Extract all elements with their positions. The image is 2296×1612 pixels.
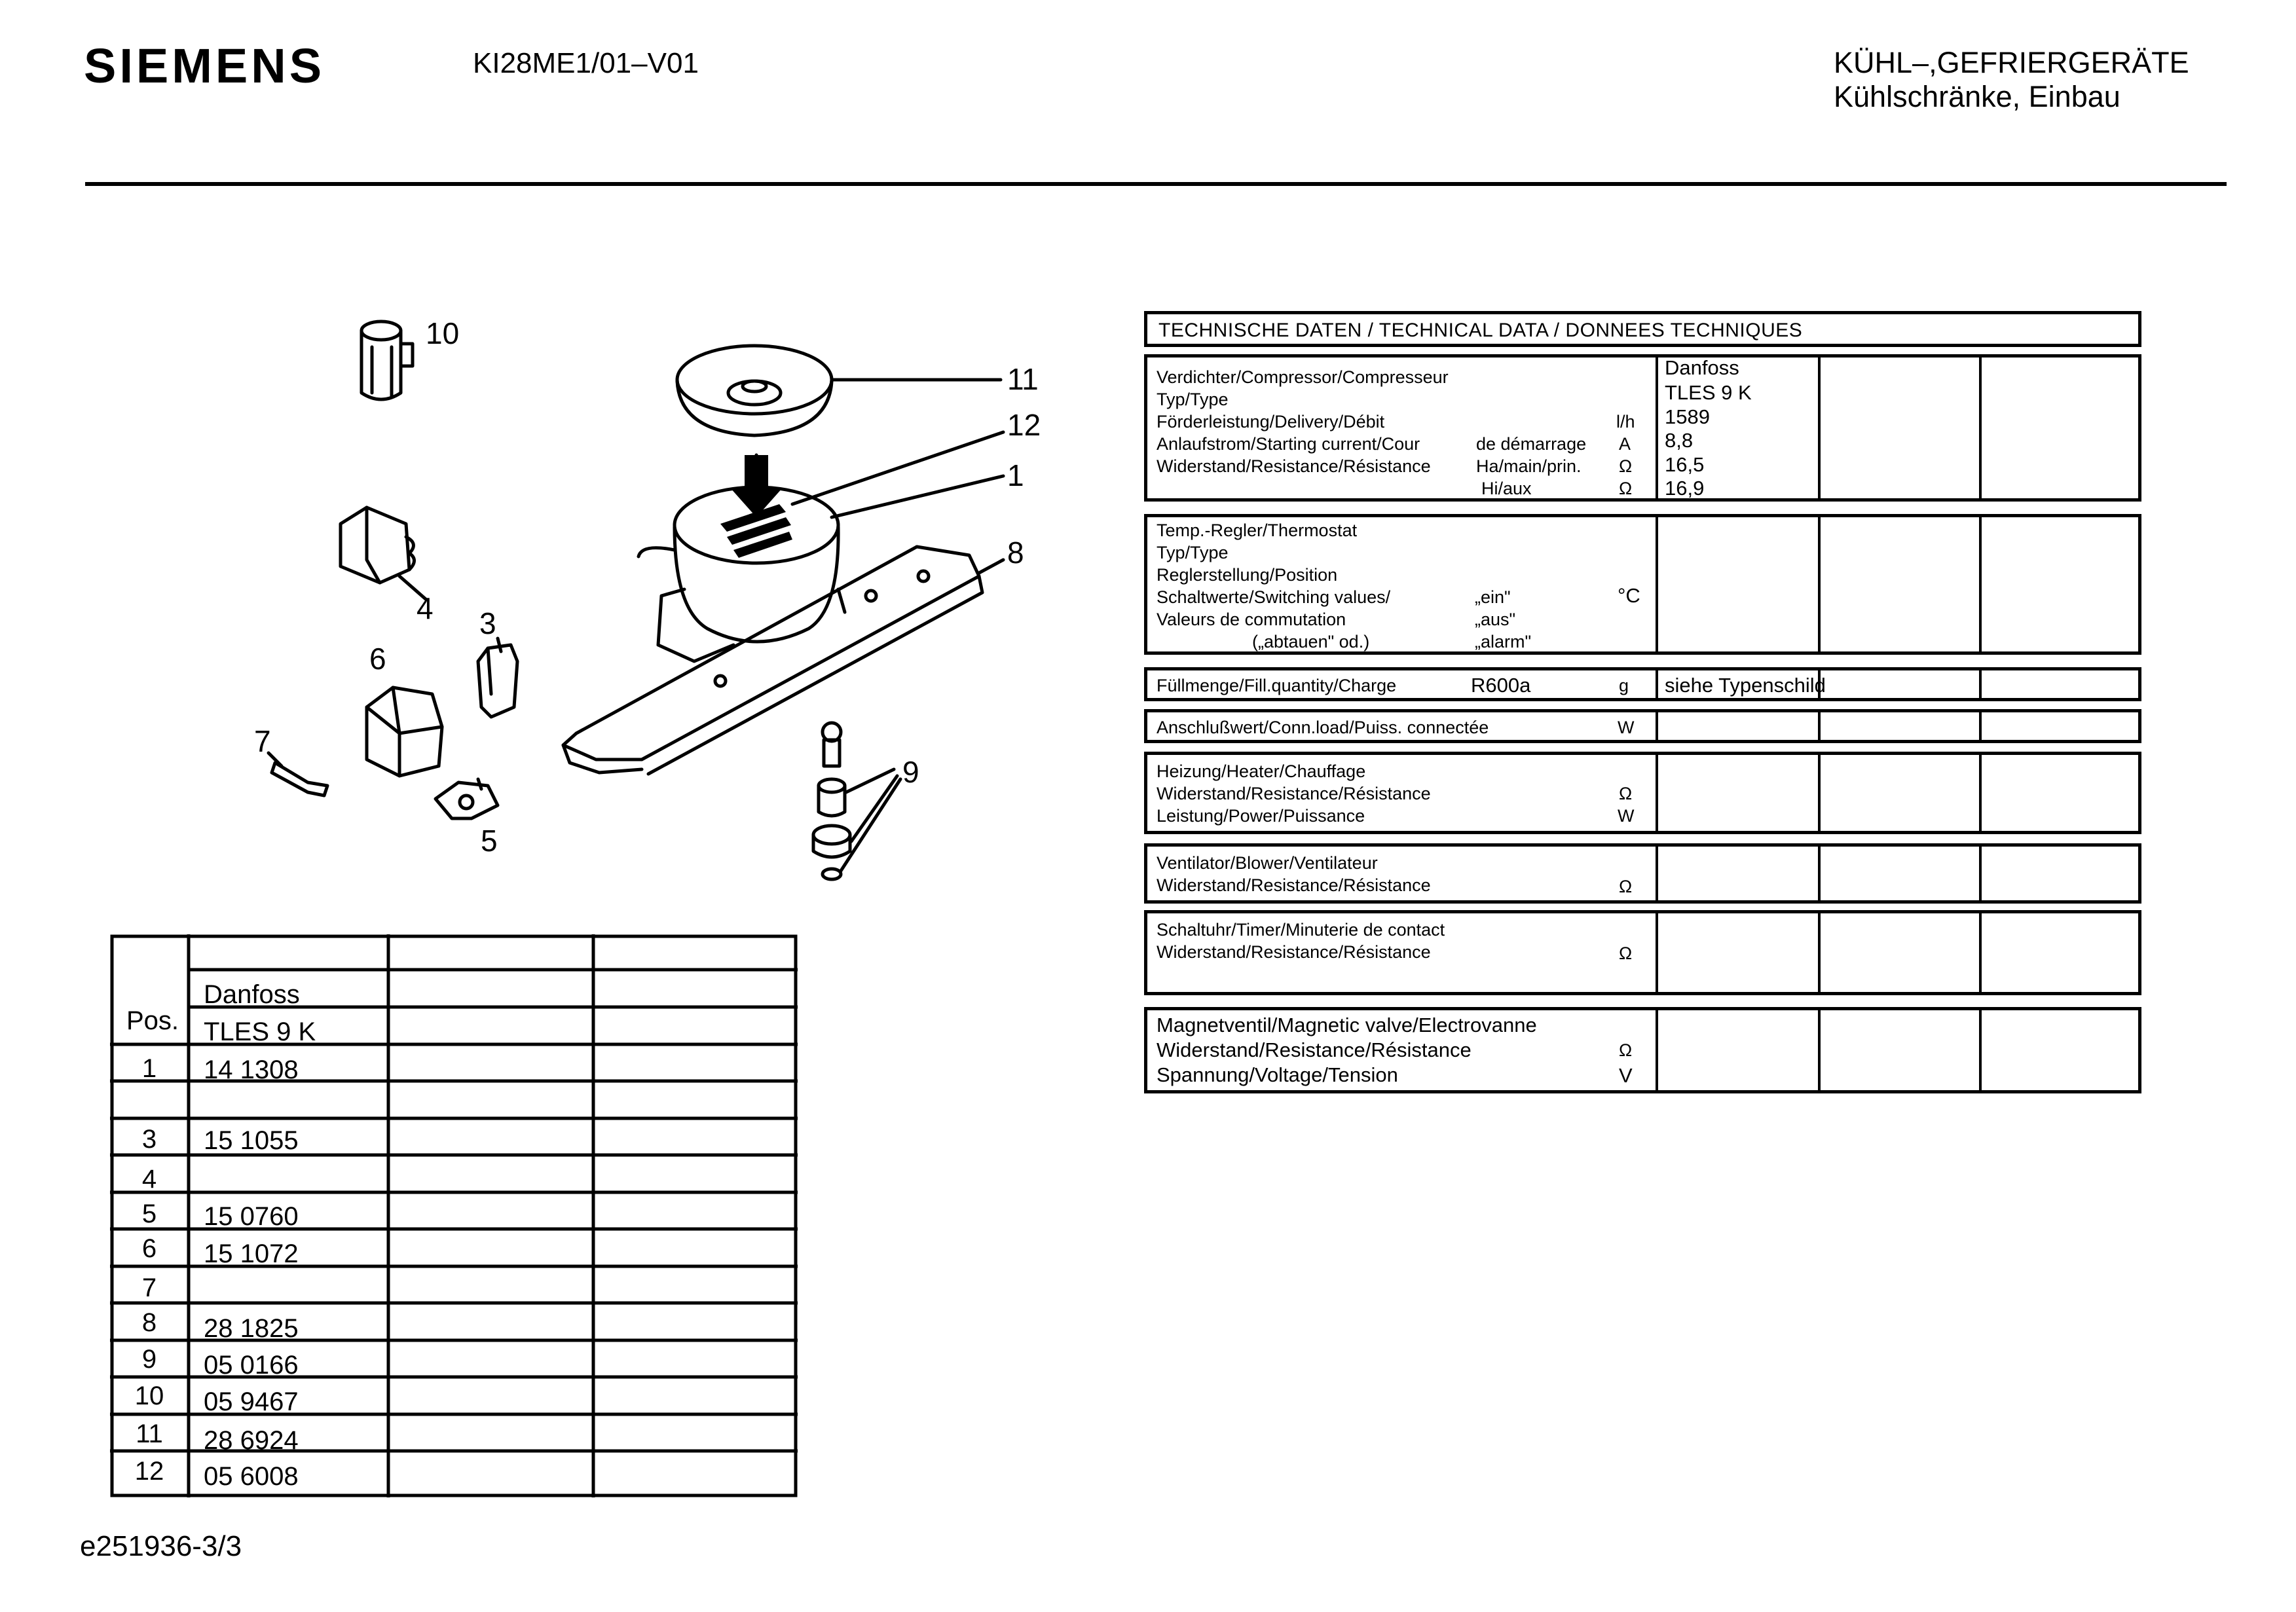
pos-cell: 3 bbox=[141, 1125, 157, 1154]
resistance-main-value: 16,5 bbox=[1665, 453, 1705, 476]
pos-cell: 11 bbox=[136, 1420, 163, 1448]
current-unit: A bbox=[1619, 434, 1631, 454]
delivery-value: 1589 bbox=[1665, 405, 1710, 428]
timer-section bbox=[1144, 910, 2141, 995]
compressor-type-value: TLES 9 K bbox=[1665, 381, 1752, 404]
connected-load-label: Anschlußwert/Conn.load/Puiss. connectée bbox=[1157, 718, 1489, 737]
celsius-unit: °C bbox=[1618, 584, 1640, 607]
heater-section bbox=[1144, 752, 2141, 834]
part-number-cell: 28 1825 bbox=[204, 1314, 299, 1343]
switch-on-label: „ein" bbox=[1475, 587, 1511, 607]
compressor-section bbox=[1144, 354, 2141, 502]
callout-11: 11 bbox=[1007, 362, 1039, 396]
charge-section bbox=[1144, 667, 2141, 701]
timer-label: Schaltuhr/Timer/Minuterie de contact bbox=[1157, 920, 1445, 940]
valve-voltage-label: Spannung/Voltage/Tension bbox=[1157, 1063, 1398, 1086]
part-number-cell: 15 0760 bbox=[204, 1202, 299, 1231]
pos-cell: 12 bbox=[134, 1457, 164, 1486]
watt-unit: W bbox=[1618, 806, 1635, 826]
compressor-label: Verdichter/Compressor/Compresseur bbox=[1157, 367, 1449, 387]
callout-7: 7 bbox=[254, 724, 271, 758]
pos-cell: 7 bbox=[141, 1273, 157, 1302]
technical-data-header bbox=[1144, 311, 2141, 347]
refrigerant-value: R600a bbox=[1471, 674, 1531, 697]
part-number-cell: 05 0166 bbox=[204, 1351, 299, 1380]
callout-9: 9 bbox=[902, 755, 919, 789]
valve-resistance-label: Widerstand/Resistance/Résistance bbox=[1157, 1038, 1472, 1061]
watt-unit: W bbox=[1618, 718, 1635, 737]
callout-5: 5 bbox=[481, 824, 498, 858]
overload-protector-part bbox=[435, 779, 498, 818]
callout-1: 1 bbox=[1007, 458, 1024, 492]
volt-unit: V bbox=[1619, 1064, 1633, 1087]
switch-off-label: „aus" bbox=[1475, 610, 1516, 629]
pos-cell: 1 bbox=[141, 1054, 157, 1083]
starting-current-label: Anlaufstrom/Starting current/Cour bbox=[1157, 434, 1420, 454]
pos-header: Pos. bbox=[126, 1006, 179, 1035]
valve-label: Magnetventil/Magnetic valve/Electrovanne bbox=[1157, 1014, 1537, 1036]
ohm-unit: Ω bbox=[1619, 943, 1633, 963]
part-number-cell: 14 1308 bbox=[204, 1055, 299, 1084]
relay-part bbox=[478, 638, 517, 717]
capacitor-part bbox=[361, 321, 413, 399]
blower-section bbox=[1144, 843, 2141, 904]
commutation-label: Valeurs de commutation bbox=[1157, 610, 1346, 629]
thermostat-label: Temp.-Regler/Thermostat bbox=[1157, 521, 1358, 540]
pos-cell: 6 bbox=[141, 1234, 157, 1263]
base-frame-part bbox=[563, 547, 1003, 774]
category-subtitle: Kühlschränke, Einbau bbox=[1834, 80, 2120, 113]
delivery-label: Förderleistung/Delivery/Débit bbox=[1157, 412, 1385, 431]
starting-current-sub: de démarrage bbox=[1476, 434, 1587, 454]
category-title: KÜHL–,GEFRIERGERÄTE bbox=[1834, 46, 2189, 79]
relay-cover-part bbox=[341, 507, 426, 599]
switching-values-label: Schaltwerte/Switching values/ bbox=[1157, 587, 1391, 607]
protector-cover-part bbox=[367, 687, 442, 776]
pos-cell: 8 bbox=[141, 1308, 157, 1337]
compressor-brand-value: Danfoss bbox=[1665, 356, 1739, 379]
connected-load-section bbox=[1144, 709, 2141, 743]
alarm-label: „alarm" bbox=[1475, 632, 1532, 651]
exploded-parts-diagram bbox=[0, 0, 1146, 917]
brand-logo: SIEMENS bbox=[84, 39, 325, 93]
compressor-label-stripes bbox=[720, 504, 792, 558]
pos-cell: 9 bbox=[141, 1345, 157, 1374]
callout-8: 8 bbox=[1007, 536, 1024, 570]
charge-label: Füllmenge/Fill.quantity/Charge bbox=[1157, 676, 1397, 695]
heater-resistance-label: Widerstand/Resistance/Résistance bbox=[1157, 784, 1431, 803]
ohm-unit: Ω bbox=[1619, 479, 1633, 498]
timer-resistance-label: Widerstand/Resistance/Résistance bbox=[1157, 942, 1431, 962]
document-id: e251936-3/3 bbox=[80, 1530, 242, 1562]
part-number-cell: 05 6008 bbox=[204, 1462, 299, 1491]
resistance-main-label: Ha/main/prin. bbox=[1476, 456, 1582, 476]
thermostat-position-label: Reglerstellung/Position bbox=[1157, 565, 1338, 585]
part-number-cell: 15 1055 bbox=[204, 1126, 299, 1155]
part-number-cell: 28 6924 bbox=[204, 1426, 299, 1455]
resistance-label: Widerstand/Resistance/Résistance bbox=[1157, 456, 1431, 476]
magnetic-valve-section bbox=[1144, 1007, 2141, 1093]
delivery-unit: l/h bbox=[1616, 412, 1635, 431]
callout-12: 12 bbox=[1007, 408, 1041, 442]
grommet-set-part bbox=[813, 723, 900, 879]
callout-3: 3 bbox=[479, 606, 496, 640]
ohm-unit: Ω bbox=[1619, 456, 1633, 476]
ohm-unit: Ω bbox=[1619, 877, 1633, 896]
pos-cell: 10 bbox=[134, 1382, 164, 1410]
parts-brand: Danfoss bbox=[204, 980, 300, 1009]
cover-part bbox=[677, 346, 1001, 435]
parts-table bbox=[110, 934, 798, 1497]
part-number-cell: 05 9467 bbox=[204, 1387, 299, 1416]
heater-label: Heizung/Heater/Chauffage bbox=[1157, 761, 1366, 781]
starting-current-value: 8,8 bbox=[1665, 429, 1694, 452]
pos-cell: 5 bbox=[141, 1200, 157, 1228]
defrost-label: („abtauen" od.) bbox=[1252, 632, 1370, 651]
resistance-aux-value: 16,9 bbox=[1665, 477, 1705, 500]
clip-part bbox=[268, 753, 327, 796]
callout-10: 10 bbox=[426, 316, 460, 350]
ohm-unit: Ω bbox=[1619, 1040, 1633, 1060]
blower-resistance-label: Widerstand/Resistance/Résistance bbox=[1157, 875, 1431, 895]
blower-label: Ventilator/Blower/Ventilateur bbox=[1157, 853, 1378, 873]
charge-value: siehe Typenschild bbox=[1665, 674, 1826, 697]
part-number-cell: 15 1072 bbox=[204, 1239, 299, 1268]
heater-power-label: Leistung/Power/Puissance bbox=[1157, 806, 1365, 826]
gram-unit: g bbox=[1619, 676, 1629, 695]
compressor-part bbox=[639, 432, 1003, 661]
pos-cell: 4 bbox=[141, 1165, 157, 1194]
technical-data-title: TECHNISCHE DATEN / TECHNICAL DATA / DONNEES TECHNIQUES bbox=[1158, 320, 1803, 341]
thermostat-type-label: Typ/Type bbox=[1157, 543, 1229, 562]
resistance-aux-label: Hi/aux bbox=[1481, 479, 1532, 498]
callout-4: 4 bbox=[417, 591, 434, 625]
callout-6: 6 bbox=[369, 642, 386, 676]
parts-type: TLES 9 K bbox=[204, 1017, 316, 1046]
compressor-type-label: Typ/Type bbox=[1157, 390, 1229, 409]
ohm-unit: Ω bbox=[1619, 784, 1633, 803]
thermostat-section bbox=[1144, 514, 2141, 655]
model-number: KI28ME1/01–V01 bbox=[473, 47, 699, 79]
